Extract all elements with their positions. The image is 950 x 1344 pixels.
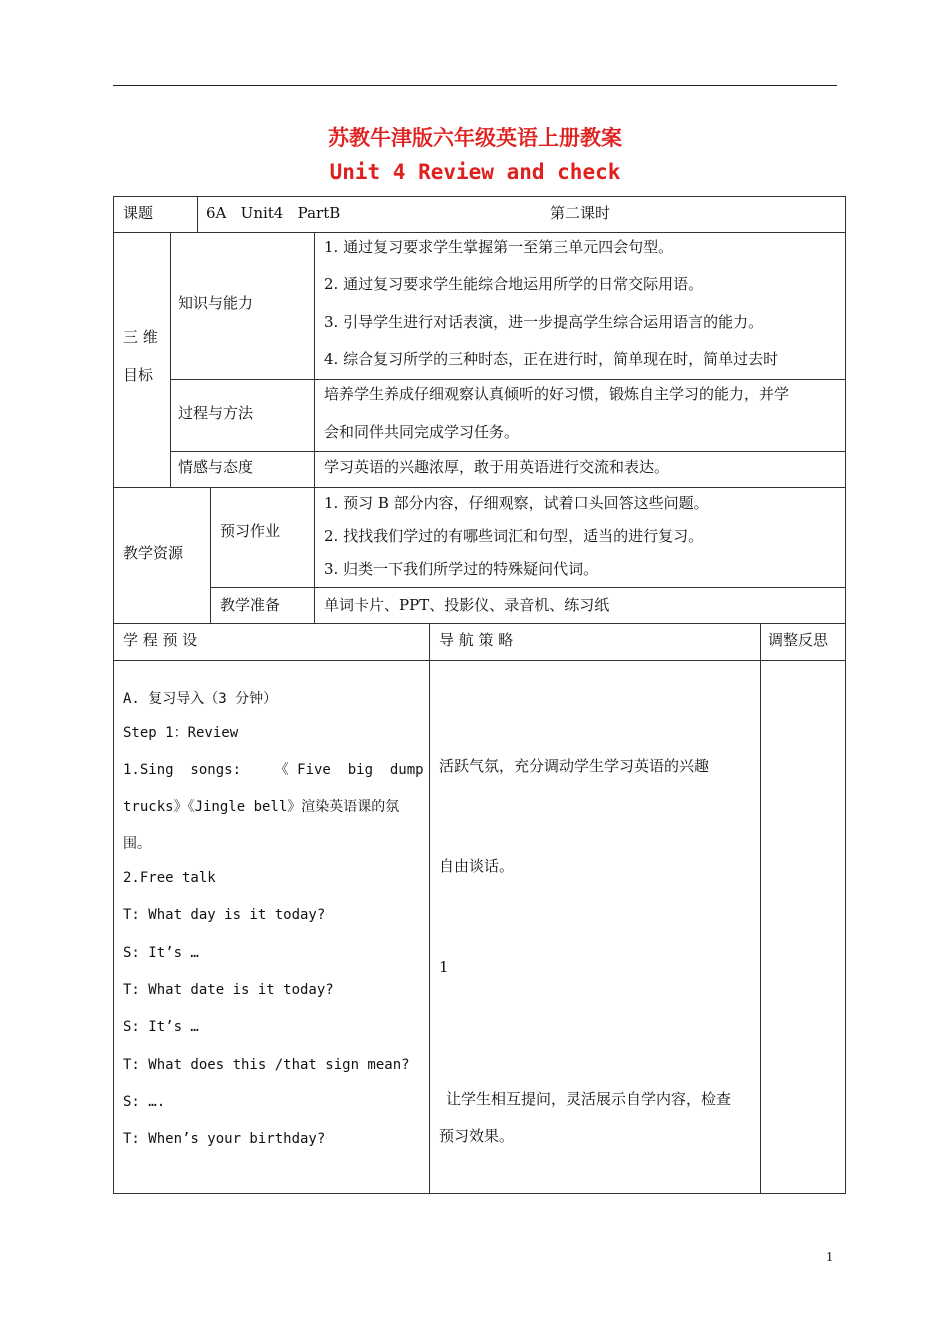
doc-title-cn: 苏教牛津版六年级英语上册教案 — [328, 125, 622, 150]
procedure-line: S: …. — [123, 1094, 166, 1110]
col-header-procedure: 学 程 预 设 — [123, 631, 198, 649]
procedure-line: S: It’s … — [123, 1019, 199, 1035]
topic-value: 6A Unit4 PartB — [206, 204, 341, 222]
lesson-number: 第二课时 — [550, 204, 611, 222]
col-header-strategy: 导 航 策 略 — [439, 631, 514, 649]
procedure-line: S: It’s … — [123, 945, 199, 961]
topic-label: 课题 — [123, 204, 154, 222]
knowledge-item: 4. 综合复习所学的三种时态，正在进行时，简单现在时，简单过去时 — [324, 350, 779, 368]
procedure-line: T: What date is it today? — [123, 982, 334, 998]
preview-item: 1. 预习 B 部分内容，仔细观察，试着口头回答这些问题。 — [324, 494, 709, 512]
knowledge-item: 3. 引导学生进行对话表演，进一步提高学生综合运用语言的能力。 — [324, 313, 764, 331]
strategy-text: 自由谈话。 — [439, 857, 515, 875]
process-text-line2: 会和同伴共同完成学习任务。 — [324, 423, 520, 441]
procedure-line: A. 复习导入（3 分钟） — [123, 691, 278, 707]
procedure-line: 围。 — [123, 836, 151, 852]
procedure-line: Step 1：Review — [123, 725, 239, 741]
doc-title-en: Unit 4 Review and check — [329, 160, 621, 184]
procedure-line: trucks》《Jingle bell》渲染英语课的氛 — [123, 799, 400, 815]
strategy-text: 让学生相互提问，灵活展示自学内容，检查 — [446, 1090, 732, 1108]
emotion-text: 学习英语的兴趣浓厚，敢于用英语进行交流和表达。 — [324, 458, 670, 476]
knowledge-item: 2. 通过复习要求学生能综合地运用所学的日常交际用语。 — [324, 275, 704, 293]
procedure-line: 1.Sing songs: 《 Five big dump — [123, 762, 424, 778]
goals-label-line1: 三 维 — [123, 328, 158, 346]
strategy-text: 活跃气氛，充分调动学生学习英语的兴趣 — [439, 757, 710, 775]
process-label: 过程与方法 — [178, 404, 254, 422]
preview-item: 3. 归类一下我们所学过的特殊疑问代词。 — [324, 560, 599, 578]
procedure-line: T: What does this /that sign mean? — [123, 1057, 410, 1073]
preview-item: 2. 找找我们学过的有哪些词汇和句型，适当的进行复习。 — [324, 527, 704, 545]
col-header-reflection: 调整反思 — [768, 631, 829, 649]
knowledge-label: 知识与能力 — [178, 294, 254, 312]
prep-text: 单词卡片、PPT、投影仪、录音机、练习纸 — [324, 596, 610, 614]
knowledge-item: 1. 通过复习要求学生掌握第一至第三单元四会句型。 — [324, 238, 674, 256]
preview-label: 预习作业 — [220, 522, 281, 540]
strategy-text: 预习效果。 — [439, 1127, 515, 1145]
procedure-line: 2.Free talk — [123, 870, 216, 886]
goals-label-line2: 目标 — [123, 366, 154, 384]
resources-label: 教学资源 — [123, 544, 184, 562]
procedure-line: T: What day is it today? — [123, 907, 326, 923]
procedure-line: T: When’s your birthday? — [123, 1131, 326, 1147]
header-rule — [113, 85, 837, 86]
process-text-line1: 培养学生养成仔细观察认真倾听的好习惯，锻炼自主学习的能力，并学 — [324, 385, 790, 403]
page-number: 1 — [826, 1250, 833, 1265]
strategy-text: 1 — [439, 958, 449, 976]
emotion-label: 情感与态度 — [178, 458, 254, 476]
prep-label: 教学准备 — [220, 596, 281, 614]
